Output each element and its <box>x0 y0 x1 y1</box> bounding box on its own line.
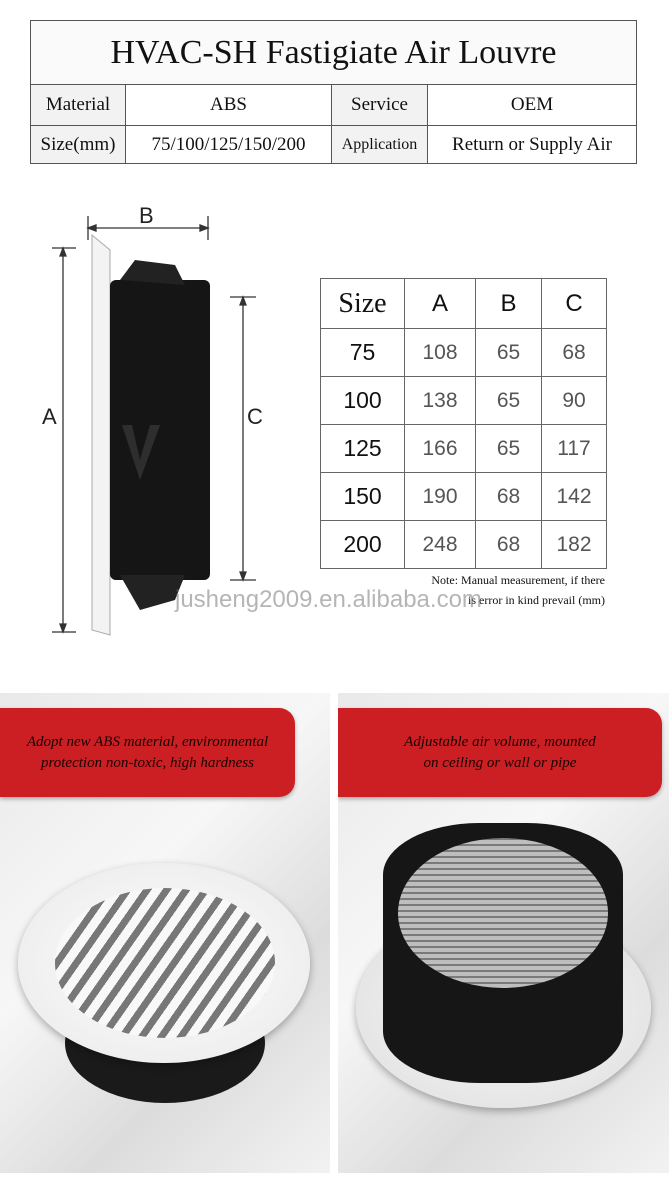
product-title: HVAC-SH Fastigiate Air Louvre <box>31 21 637 85</box>
photo-front <box>0 693 330 1173</box>
cell: 182 <box>542 521 607 569</box>
louvre-grille <box>55 888 275 1038</box>
size-header: Size <box>321 279 405 329</box>
cell: 68 <box>476 521 542 569</box>
service-value: OEM <box>428 85 637 126</box>
cell: 125 <box>321 425 405 473</box>
dim-label-b: B <box>139 203 154 228</box>
table-row <box>321 425 607 473</box>
feature-text: on ceiling or wall or pipe <box>423 754 577 771</box>
c-header: C <box>542 279 607 329</box>
dim-label-c: C <box>247 404 263 429</box>
table-row <box>321 377 607 425</box>
table-row <box>321 329 607 377</box>
service-label: Service <box>332 85 428 126</box>
cell: 68 <box>542 329 607 377</box>
cell: 108 <box>405 329 476 377</box>
photo-back <box>338 693 669 1173</box>
application-label: Application <box>332 126 428 164</box>
cell: 68 <box>476 473 542 521</box>
size-value: 75/100/125/150/200 <box>126 126 332 164</box>
feature-text: Adjustable air volume, mounted <box>404 733 596 750</box>
cell: 75 <box>321 329 405 377</box>
cell: 90 <box>542 377 607 425</box>
cell: 142 <box>542 473 607 521</box>
table-row <box>321 473 607 521</box>
feature-text: protection non-toxic, high hardness <box>40 754 255 771</box>
cell: 200 <box>321 521 405 569</box>
feature-banner <box>338 708 662 797</box>
application-value: Return or Supply Air <box>428 126 637 164</box>
cell: 166 <box>405 425 476 473</box>
b-header: B <box>476 279 542 329</box>
size-table <box>320 278 607 569</box>
feature-text: Adopt new ABS material, environmental <box>26 733 269 750</box>
cell: 65 <box>476 329 542 377</box>
cell: 190 <box>405 473 476 521</box>
note-line-2: is error in kind prevail (mm) <box>468 593 605 607</box>
mesh-screen <box>398 838 608 988</box>
material-value: ABS <box>126 85 332 126</box>
cell: 100 <box>321 377 405 425</box>
table-row <box>321 521 607 569</box>
spec-table <box>30 20 637 164</box>
watermark: jusheng2009.en.alibaba.com <box>175 586 482 613</box>
cell: 65 <box>476 377 542 425</box>
dim-label-a: A <box>42 404 57 429</box>
feature-banner <box>0 708 295 797</box>
note-line-1: Note: Manual measurement, if there <box>431 573 605 587</box>
a-header: A <box>405 279 476 329</box>
size-label: Size(mm) <box>31 126 126 164</box>
material-label: Material <box>31 85 126 126</box>
cell: 138 <box>405 377 476 425</box>
cell: 150 <box>321 473 405 521</box>
cell: 117 <box>542 425 607 473</box>
cell: 65 <box>476 425 542 473</box>
cell: 248 <box>405 521 476 569</box>
